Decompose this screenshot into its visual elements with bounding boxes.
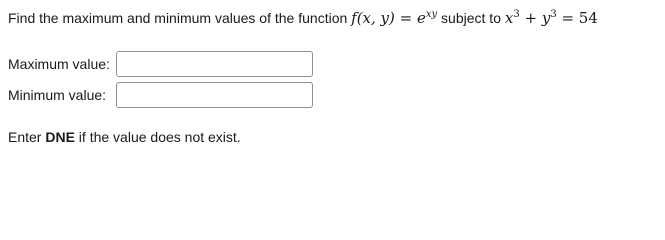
- maximum-value-input[interactable]: [116, 51, 313, 77]
- constraint-power-y: 3: [550, 9, 557, 20]
- minimum-label: Minimum value:: [8, 87, 107, 103]
- problem-statement: [8, 9, 598, 27]
- constraint-rhs: = 54: [556, 9, 598, 27]
- maximum-label: Maximum value:: [8, 56, 110, 72]
- constraint-y: y: [541, 9, 551, 27]
- function-exponent: xy: [425, 9, 438, 20]
- minimum-row: [8, 80, 313, 110]
- problem-middle: subject to: [437, 10, 505, 26]
- constraint-x: x: [504, 9, 514, 27]
- function-expression: [351, 9, 437, 27]
- minimum-value-input[interactable]: [116, 82, 313, 108]
- function-text: f(x, y) = e: [351, 9, 426, 27]
- maximum-row: [8, 49, 313, 79]
- constraint-plus: +: [519, 9, 542, 27]
- dne-instruction: [8, 128, 241, 146]
- constraint-expression: [505, 9, 598, 27]
- note-before: Enter: [8, 129, 46, 145]
- note-keyword: DNE: [45, 129, 75, 145]
- constraint-power-x: 3: [513, 9, 520, 20]
- problem-prefix: Find the maximum and minimum values of the function: [8, 10, 352, 26]
- note-after: if the value does not exist.: [74, 129, 241, 145]
